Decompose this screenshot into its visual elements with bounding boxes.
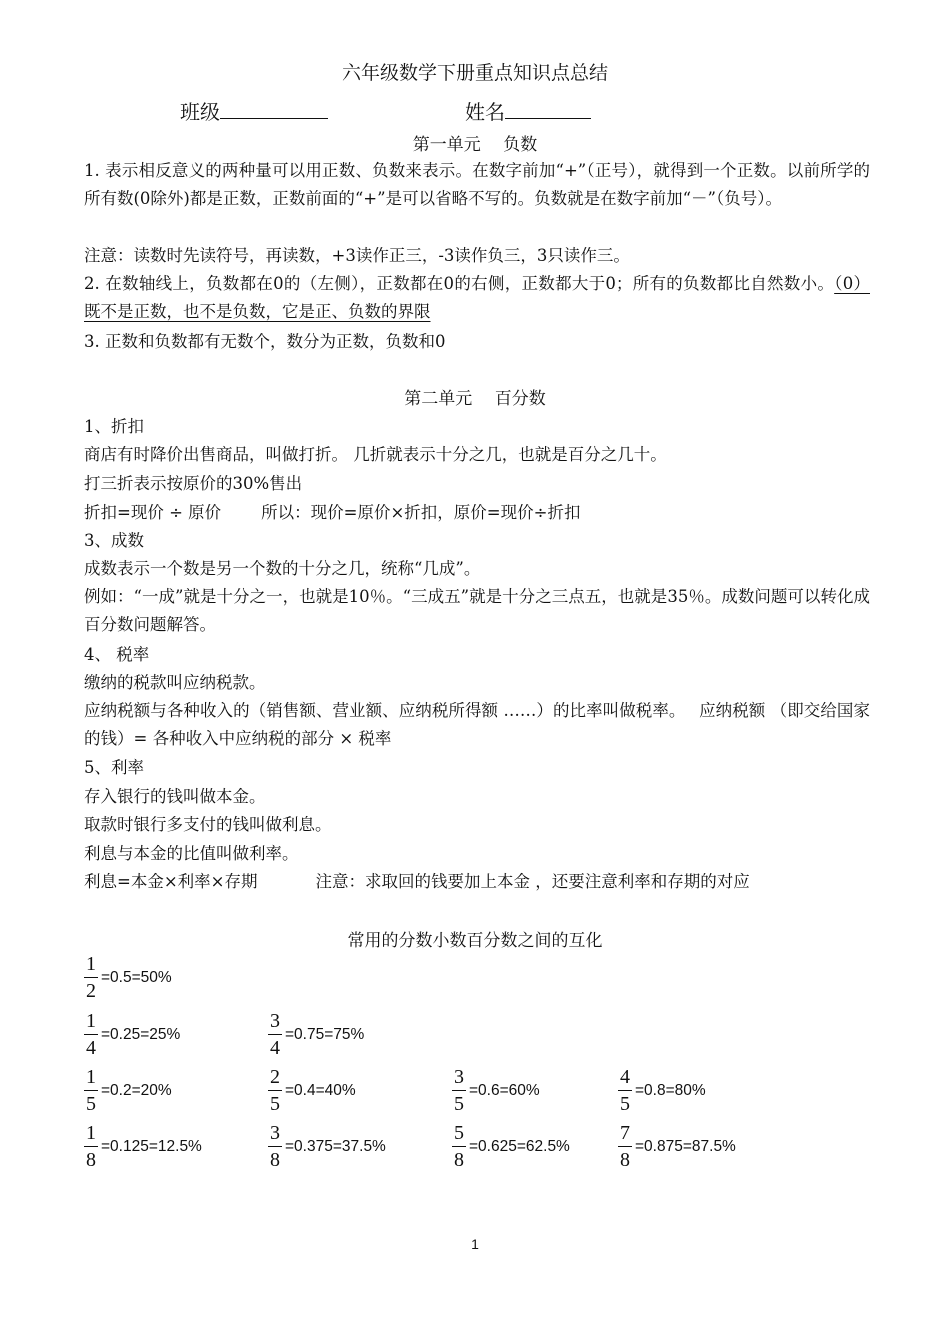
denominator: 4 (270, 1037, 280, 1059)
fraction-bar (452, 1146, 466, 1147)
conversion-value: =0.6=60% (469, 1081, 540, 1099)
unit1-paragraph-2 (84, 270, 870, 326)
fraction (268, 1122, 282, 1171)
conversion-value: =0.625=62.5% (469, 1137, 570, 1155)
fraction-bar (268, 1146, 282, 1147)
numerator: 2 (270, 1066, 280, 1088)
conversion-value: =0.25=25% (101, 1025, 181, 1043)
conversion-value: =0.125=12.5% (101, 1137, 202, 1155)
name-field (465, 96, 591, 125)
numerator: 1 (86, 1066, 96, 1088)
discount-title: 1、折扣 (84, 417, 144, 436)
name-label: 姓名 (465, 100, 505, 124)
fraction-bar (268, 1034, 282, 1035)
unit1-p2-underlined: （0）既不是正数，也不是负数，它是正、负数的界限 (84, 274, 870, 321)
fraction-bar (84, 1090, 98, 1091)
fraction-conversion-item (452, 1066, 540, 1115)
fraction (84, 1122, 98, 1171)
denominator: 5 (620, 1093, 630, 1115)
conversion-value: =0.4=40% (285, 1081, 356, 1099)
fraction (268, 1010, 282, 1059)
numerator: 3 (270, 1122, 280, 1144)
denominator: 2 (86, 980, 96, 1002)
denominator: 5 (86, 1093, 96, 1115)
tax-title: 4、 税率 (84, 645, 150, 664)
fraction-conversion-item (84, 953, 172, 1002)
conversion-value: =0.75=75% (285, 1025, 365, 1043)
numerator: 3 (454, 1066, 464, 1088)
numerator: 1 (86, 1122, 96, 1144)
conversion-value: =0.375=37.5% (285, 1137, 386, 1155)
proportion-line-2: 例如：“一成”就是十分之一，也就是10％。“三成五”就是十分之三点五，也就是35％。成数问题可以转化成百分数问题解答。 (84, 587, 870, 634)
conversion-value: =0.5=50% (101, 968, 172, 986)
fraction-conversion-item (618, 1066, 706, 1115)
denominator: 8 (270, 1149, 280, 1171)
class-blank (220, 100, 328, 119)
fraction (618, 1066, 632, 1115)
fraction-bar (452, 1090, 466, 1091)
fraction (84, 1010, 98, 1059)
fraction-conversion-item (84, 1010, 180, 1059)
fraction (618, 1122, 632, 1171)
denominator: 8 (86, 1149, 96, 1171)
interest-note: 注意：求取回的钱要加上本金 ，还要注意利率和存期的对应 (315, 872, 750, 891)
fraction-conversion-item (268, 1066, 356, 1115)
unit2-heading: 第二单元 百分数 (404, 389, 546, 409)
numerator: 1 (86, 1010, 96, 1032)
discount-formula-a: 折扣=现价 ÷ 原价 (84, 503, 222, 522)
unit1-p2-text: 2. 在数轴线上，负数都在0的（左侧），正数都在0的右侧，正数都大于0；所有的负数都比自然数小。 (84, 274, 835, 293)
fraction-conversion-item (84, 1122, 202, 1171)
conversion-value: =0.875=87.5% (635, 1137, 736, 1155)
numerator: 3 (270, 1010, 280, 1032)
fraction-conversion-item (452, 1122, 570, 1171)
unit1-heading: 第一单元 负数 (412, 135, 538, 155)
fraction-bar (618, 1090, 632, 1091)
unit1-paragraph-3: 3. 正数和负数都有无数个，数分为正数，负数和0 (84, 332, 446, 351)
numerator: 1 (86, 953, 96, 975)
interest-formula (84, 868, 750, 892)
fraction-bar (84, 1034, 98, 1035)
conversion-value: =0.8=80% (635, 1081, 706, 1099)
tax-line-1: 缴纳的税款叫应纳税款。 (84, 673, 266, 692)
class-field (180, 96, 328, 125)
denominator: 5 (454, 1093, 464, 1115)
denominator: 8 (454, 1149, 464, 1171)
discount-line-1: 商店有时降价出售商品，叫做打折。 几折就表示十分之几，也就是百分之几十。 (84, 445, 667, 464)
fraction-bar (84, 1146, 98, 1147)
discount-formula-b: 所以：现价=原价×折扣，原价=现价÷折扣 (261, 503, 581, 522)
discount-line-2: 打三折表示按原价的30%售出 (84, 474, 303, 493)
interest-title: 5、利率 (84, 758, 144, 777)
fraction-bar (618, 1146, 632, 1147)
fraction-bar (84, 977, 98, 978)
fraction-conversion-item (268, 1122, 386, 1171)
fraction (268, 1066, 282, 1115)
page-number: 1 (471, 1236, 479, 1252)
fraction (452, 1122, 466, 1171)
proportion-title: 3、成数 (84, 531, 144, 550)
name-blank (505, 100, 591, 119)
proportion-line-1: 成数表示一个数是另一个数的十分之几，统称“几成”。 (84, 559, 481, 578)
fraction-conversion-item (84, 1066, 172, 1115)
fraction-conversion-item (268, 1010, 364, 1059)
numerator: 7 (620, 1122, 630, 1144)
denominator: 5 (270, 1093, 280, 1115)
denominator: 4 (86, 1037, 96, 1059)
class-label: 班级 (180, 100, 220, 124)
unit1-note: 注意：读数时先读符号，再读数，+3读作正三，-3读作负三，3只读作三。 (84, 246, 630, 265)
conversion-value: =0.2=20% (101, 1081, 172, 1099)
fraction (452, 1066, 466, 1115)
tax-line-2: 应纳税额与各种收入的（销售额、营业额、应纳税所得额 ……）的比率叫做税率。 应纳税额 （即交给国家的钱）= 各种收入中应纳税的部分 × 税率 (84, 701, 870, 748)
fraction-conversion-item (618, 1122, 736, 1171)
conversion-heading: 常用的分数小数百分数之间的互化 (347, 931, 603, 951)
unit1-paragraph-1: 1. 表示相反意义的两种量可以用正数、负数来表示。在数字前加“+”（正号），就得到一个正数。以前所学的所有数(0除外)都是正数，正数前面的“+”是可以省略不写的。负数就是在数字前加“－”（负号）。 (84, 161, 870, 208)
numerator: 5 (454, 1122, 464, 1144)
numerator: 4 (620, 1066, 630, 1088)
interest-line-2: 取款时银行多支付的钱叫做利息。 (84, 815, 332, 834)
interest-line-3: 利息与本金的比值叫做利率。 (84, 844, 299, 863)
denominator: 8 (620, 1149, 630, 1171)
fraction (84, 953, 98, 1002)
interest-line-1: 存入银行的钱叫做本金。 (84, 787, 266, 806)
discount-formula (84, 499, 580, 523)
document-title: 六年级数学下册重点知识点总结 (341, 62, 608, 84)
fraction-bar (268, 1090, 282, 1091)
fraction (84, 1066, 98, 1115)
interest-formula-a: 利息=本金×利率×存期 (84, 872, 258, 891)
